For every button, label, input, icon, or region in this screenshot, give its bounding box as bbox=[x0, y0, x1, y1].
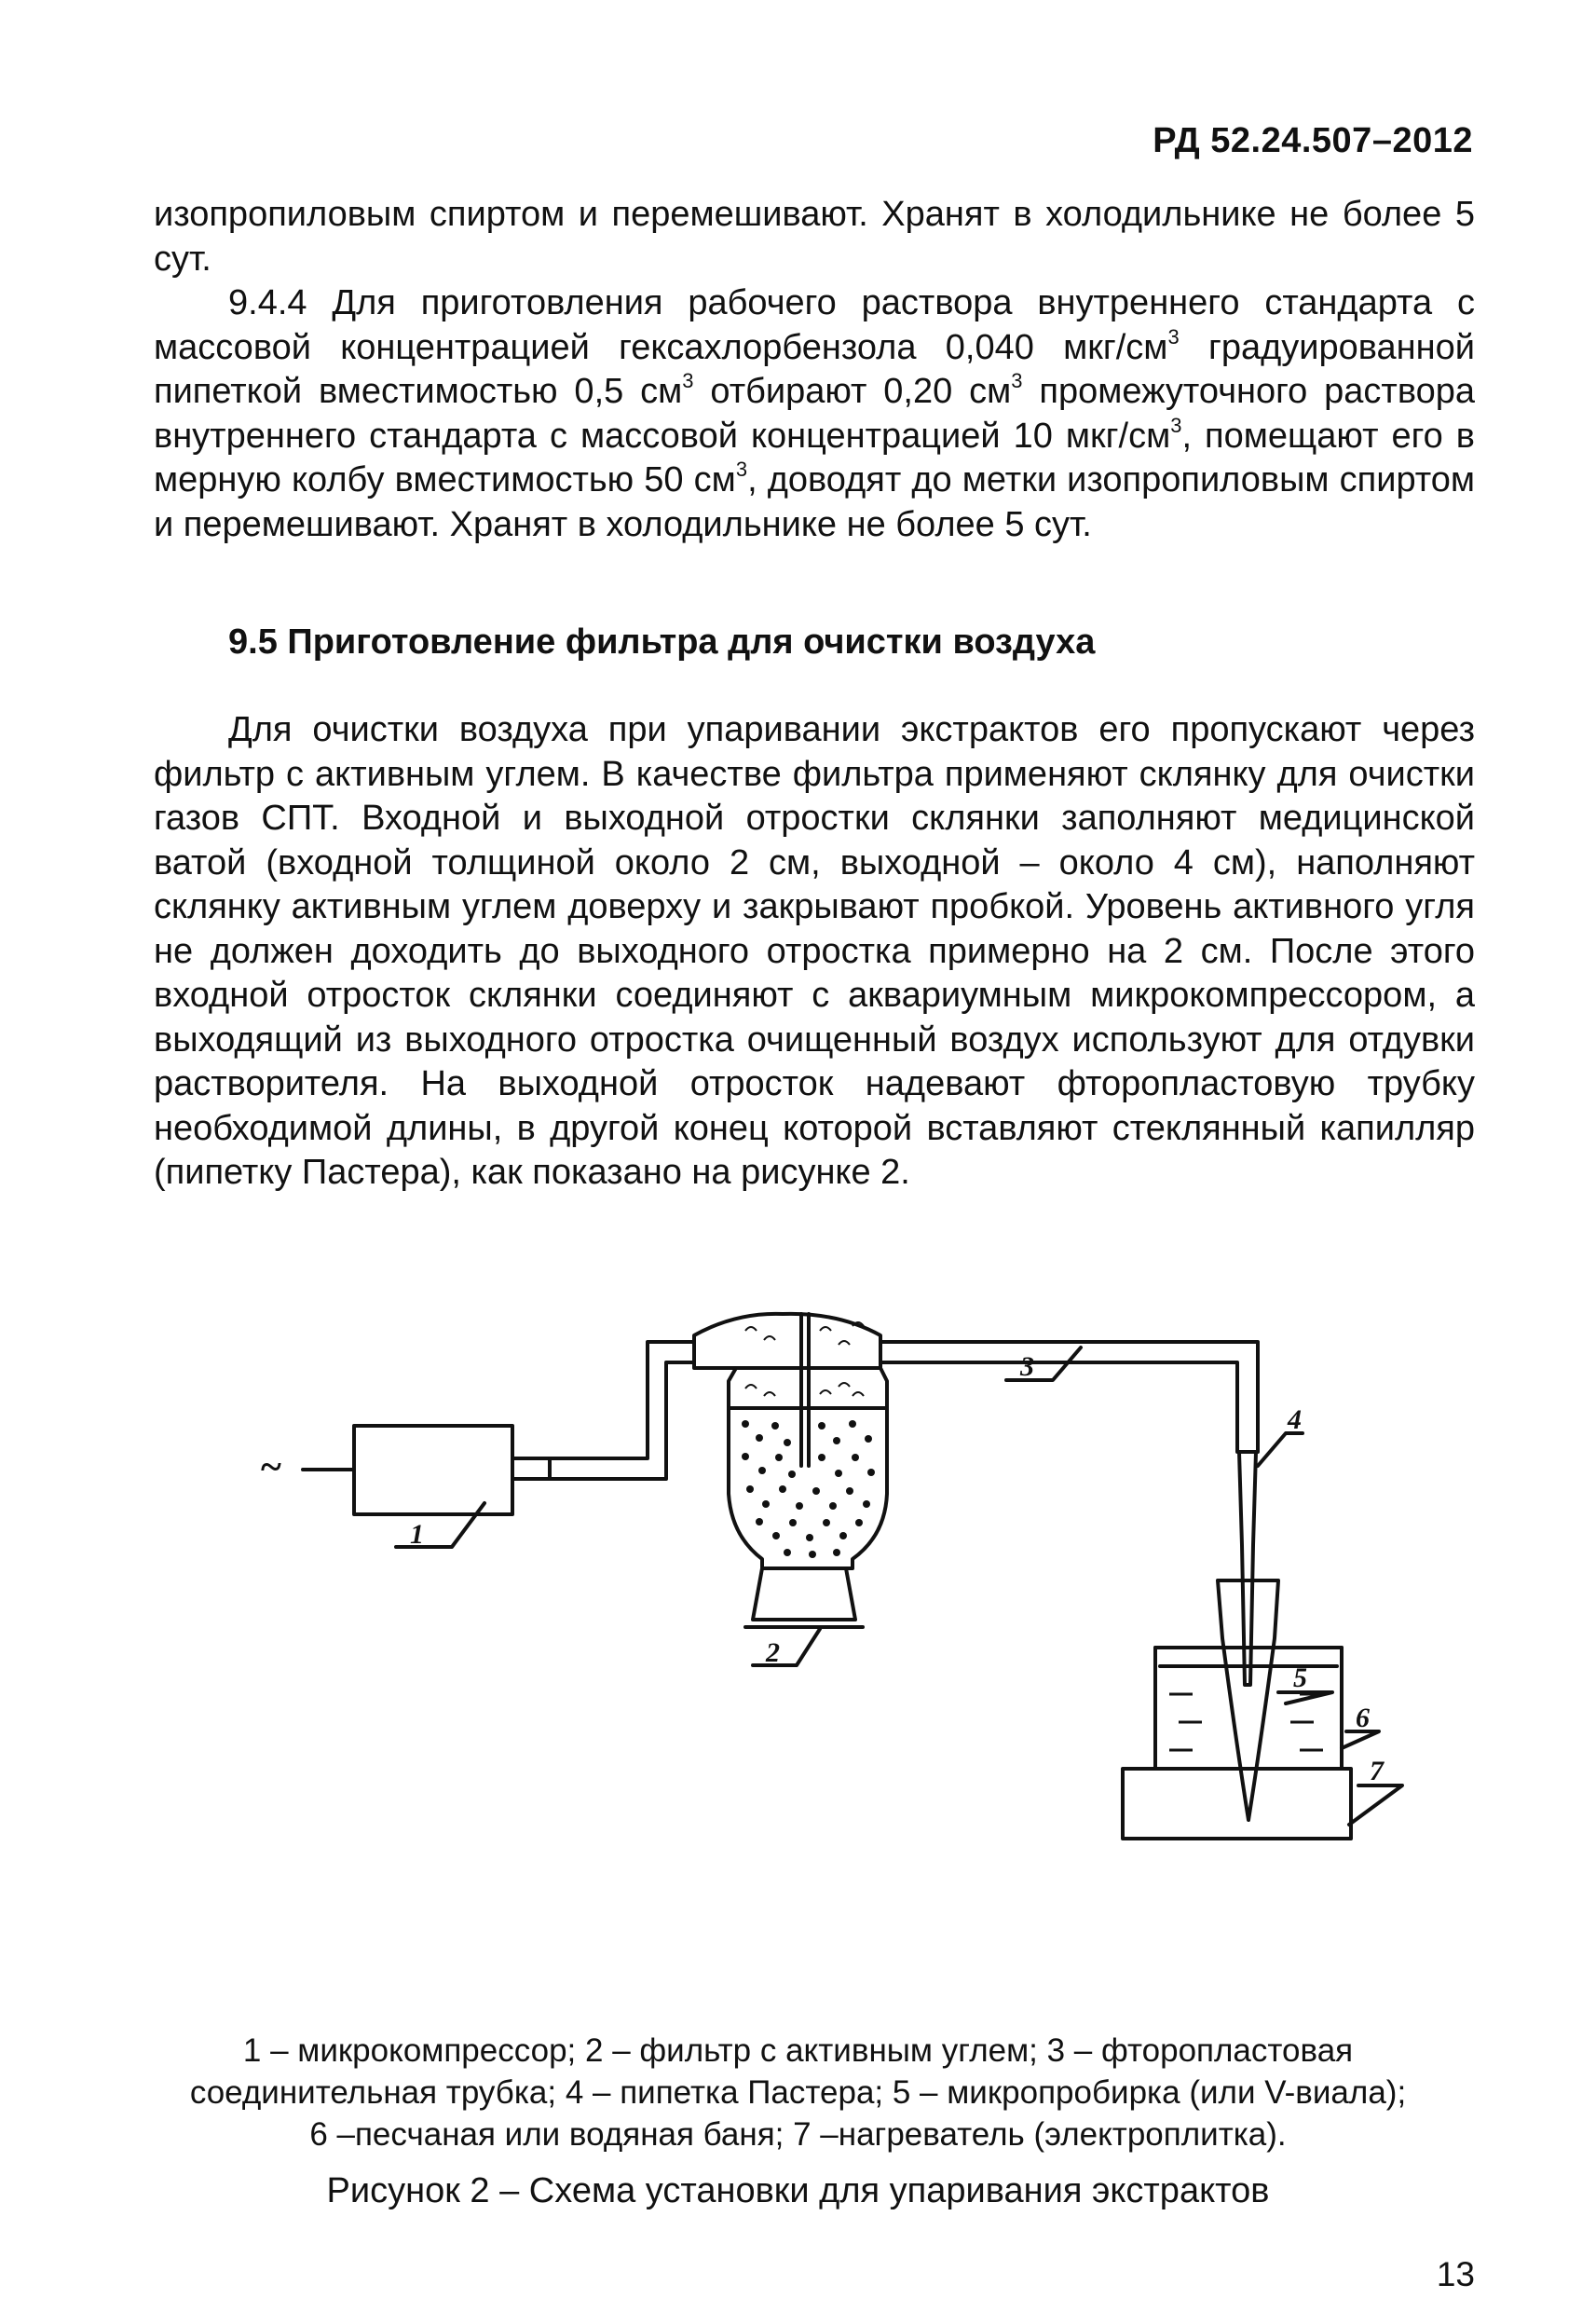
legend-line: 6 –песчаная или водяная баня; 7 –нагреватель (электроплитка). bbox=[309, 2116, 1287, 2153]
section-paragraph: Для очистки воздуха при упаривании экстрактов его пропускают через фильтр с активным углем. В качестве фильтра применяют склянку для очистки газов СПТ. Входной и выходной отростки склянки заполняют медицинской ватой (входной толщиной около 2 см, выходной – около 4 см), наполняют склянку активным углем доверху и закрывают пробкой. Уровень активного угля не должен доходить до выходного отростка примерно на 2 см. После этого входной отросток склянки соединяют с аквариумным микрокомпрессором, а выходящий из выходного отростка очищенный воздух используют для отдувки растворителя. На выходной отросток надевают фторопластовую трубку необходимой длины, в другой конец которой вставляют стеклянный капилляр (пипетку Пастера), как показано на рисунке 2. bbox=[154, 710, 1475, 1192]
label-3: 3 bbox=[1020, 1351, 1034, 1382]
label-2: 2 bbox=[766, 1637, 780, 1668]
label-6: 6 bbox=[1356, 1703, 1370, 1733]
label-7: 7 bbox=[1370, 1756, 1384, 1786]
inlet-tube bbox=[550, 1342, 694, 1479]
label-5: 5 bbox=[1293, 1662, 1307, 1693]
pasteur-pipette bbox=[1239, 1452, 1256, 1685]
text-block-top bbox=[154, 193, 1475, 547]
power-symbol: ~ bbox=[261, 1446, 281, 1489]
section-heading: 9.5 Приготовление фильтра для очистки воздуха bbox=[228, 622, 1096, 662]
microtube bbox=[1218, 1580, 1278, 1820]
flask-foot bbox=[753, 1568, 855, 1620]
document-code: РД 52.24.507–2012 bbox=[1153, 121, 1473, 160]
label-4: 4 bbox=[1288, 1404, 1302, 1435]
page-number: 13 bbox=[1436, 2255, 1475, 2293]
microcompressor bbox=[354, 1426, 512, 1514]
compressor-outlet bbox=[512, 1458, 550, 1479]
figure-caption: Рисунок 2 – Схема установки для упаривания экстрактов bbox=[326, 2171, 1270, 2210]
legend-line: соединительная трубка; 4 – пипетка Пастера; 5 – микропробирка (или V-виала); bbox=[189, 2074, 1407, 2111]
paragraph-9-4-4: 9.4.4 Для приготовления рабочего раствора внутреннего стандарта с массовой концентрацией гексахлорбензола 0,040 мкг/$см^3$ градуированной пипеткой вместимостью 0,5 $см^3$ отбирают 0,20 $см^3$ промежуточного раствора внутреннего стандарта с массовой концентрацией 10 мкг/$см^3$, помещают его в мерную колбу вместимостью 50 $см^3$, доводят до метки изопропиловым спиртом и перемешивают. Хранят в холодильнике не более 5 сут. bbox=[154, 283, 1476, 544]
setup-diagram bbox=[0, 1284, 1596, 2011]
paragraph-continuation: изопропиловым спиртом и перемешивают. Хранят в холодильнике не более 5 сут. bbox=[154, 195, 1475, 279]
water-dashes bbox=[1169, 1694, 1323, 1750]
legend-line: 1 – микрокомпрессор; 2 – фильтр с активным углем; 3 – фторопластовая bbox=[242, 2032, 1354, 2069]
figure-legend bbox=[158, 2030, 1438, 2155]
heater bbox=[1123, 1769, 1351, 1839]
label-1: 1 bbox=[410, 1519, 424, 1550]
text-block-section bbox=[154, 708, 1475, 1196]
